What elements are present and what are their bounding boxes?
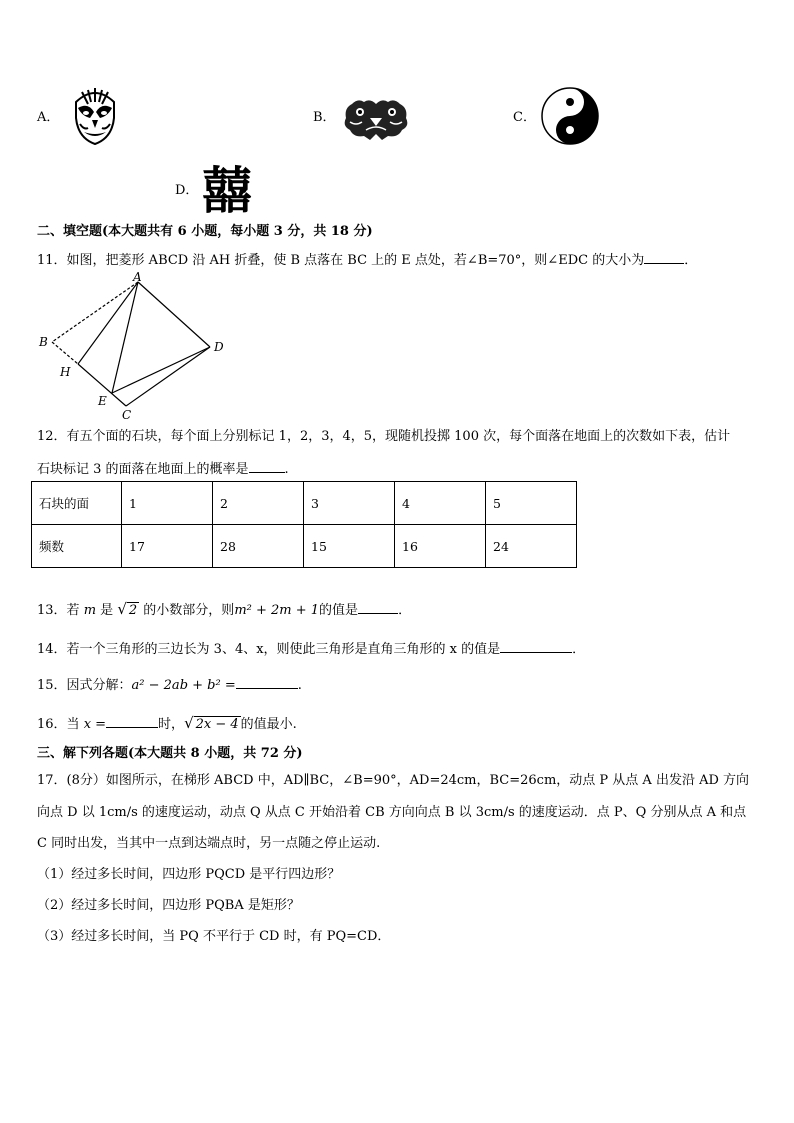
vertex-e-label: E <box>98 394 107 408</box>
table-cell: 5 <box>486 482 577 525</box>
question-17-part-1: （1）经过多长时间，四边形 PQCD 是平行四边形？ <box>37 867 341 882</box>
question-12-line-2: 石块标记 3 的面落在地面上的概率是 . <box>37 459 289 478</box>
vertex-b-label: B <box>39 335 48 349</box>
answer-blank[interactable] <box>249 459 285 473</box>
table-row <box>32 525 577 568</box>
table-cell: 16 <box>395 525 486 568</box>
sqrt-radicand: 2x − 4 <box>195 717 239 732</box>
sqrt-radicand: 2 <box>128 603 138 618</box>
section-3-title: 三、解下列各题(本大题共 8 小题，共 72 分) <box>37 746 303 761</box>
question-12-line-1: 12．有五个面的石块，每个面上分别标记 1，2，3，4，5，现随机投掷 100 次，每个面落在地面上的次数如下表，估计 <box>37 429 731 444</box>
question-17-part-2: （2）经过多长时间，四边形 PQBA 是矩形？ <box>37 898 300 913</box>
table-cell: 1 <box>122 482 213 525</box>
question-17-line-1: 17．(8分）如图所示，在梯形 ABCD 中，AD∥BC，∠B=90°，AD=24cm，BC=26cm，动点 P 从点 A 出发沿 AD 方向 <box>37 773 750 788</box>
vertex-h-label: H <box>60 365 71 379</box>
yin-yang-icon <box>540 86 600 150</box>
table-cell: 24 <box>486 525 577 568</box>
option-b-label: B． <box>313 110 336 125</box>
answer-blank[interactable] <box>106 714 158 728</box>
vertex-d-label: D <box>214 340 224 354</box>
table-cell: 频数 <box>32 525 122 568</box>
table-cell: 2 <box>213 482 304 525</box>
question-14: 14．若一个三角形的三边长为 3、4、x，则使此三角形是直角三角形的 x 的值是 ． <box>37 639 585 658</box>
double-happiness-icon: 囍 <box>202 162 252 220</box>
table-row <box>32 482 577 525</box>
table-cell: 3 <box>304 482 395 525</box>
option-d-label: D． <box>175 183 199 198</box>
question-16: 16．当 x = 时，√ 2x − 4 的值最小. <box>37 714 297 732</box>
table-cell: 15 <box>304 525 395 568</box>
answer-blank[interactable] <box>644 250 684 264</box>
frequency-table <box>31 481 577 568</box>
option-c-label: C． <box>513 110 536 125</box>
question-17-line-3: C 同时出发，当其中一点到达端点时，另一点随之停止运动. <box>37 836 381 851</box>
question-15: 15．因式分解：a² − 2ab + b² = . <box>37 675 302 694</box>
table-cell: 4 <box>395 482 486 525</box>
answer-blank[interactable] <box>358 600 398 614</box>
answer-blank[interactable] <box>236 675 298 689</box>
question-17-line-2: 向点 D 以 1cm/s 的速度运动，动点 Q 从点 C 开始沿着 CB 方向向点 B 以 3cm/s 的速度运动．点 P、Q 分别从点 A 和点 <box>37 805 747 820</box>
section-2-title: 二、填空题(本大题共有 6 小题，每小题 3 分，共 18 分) <box>37 224 373 239</box>
opera-mask-icon <box>68 88 122 150</box>
table-cell: 17 <box>122 525 213 568</box>
question-11-text: 11．如图，把菱形 ABCD 沿 AH 折叠，使 B 点落在 BC 上的 E 点处，若∠B=70°，则∠EDC 的大小为 <box>37 253 645 268</box>
question-11: 11．如图，把菱形 ABCD 沿 AH 折叠，使 B 点落在 BC 上的 E 点处，若∠B=70°，则∠EDC 的大小为 ． <box>37 250 697 269</box>
dragon-pattern-icon <box>340 96 412 146</box>
table-cell: 28 <box>213 525 304 568</box>
option-a-label: A． <box>37 110 60 125</box>
answer-blank[interactable] <box>500 639 572 653</box>
rhombus-figure <box>30 270 240 429</box>
question-17-part-3: （3）经过多长时间，当 PQ 不平行于 CD 时，有 PQ=CD． <box>37 929 391 944</box>
vertex-c-label: C <box>122 408 132 422</box>
vertex-a-label: A <box>133 270 142 284</box>
question-13: 13．若 m 是 √ 2 的小数部分，则m² + 2m + 1的值是 ． <box>37 600 412 618</box>
table-cell: 石块的面 <box>32 482 122 525</box>
